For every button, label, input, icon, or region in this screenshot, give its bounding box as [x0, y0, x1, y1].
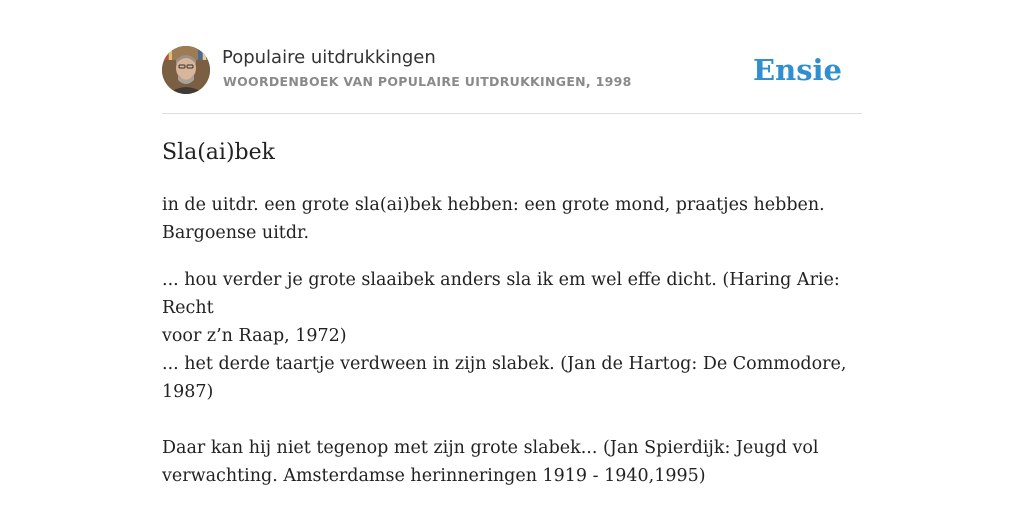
- quote-paragraph: [162, 266, 862, 350]
- quote-paragraph: [162, 350, 862, 406]
- quote-line: verwachting. Amsterdamse herinneringen 1919 - 1940,1995): [162, 466, 706, 486]
- definition-paragraph: [162, 191, 862, 247]
- definition-line: in de uitdr. een grote sla(ai)bek hebben: een grote mond, praatjes hebben.: [162, 195, 825, 215]
- quote-line: ... het derde taartje verdween in zijn slabek. (Jan de Hartog: De Commodore,: [162, 354, 847, 374]
- source-header: [162, 46, 862, 114]
- quote-line: 1987): [162, 382, 214, 402]
- brand-logo[interactable]: Ensie: [753, 53, 842, 87]
- definition-line: Bargoense uitdr.: [162, 223, 310, 243]
- entry-card: [162, 46, 862, 486]
- quote-line: ... hou verder je grote slaaibek anders sla ik em wel effe dicht. (Haring Arie: Recht: [162, 270, 840, 318]
- quote-line: Daar kan hij niet tegenop met zijn grote slabek... (Jan Spierdijk: Jeugd vol: [162, 438, 819, 458]
- entry-term: Sla(ai)bek: [162, 140, 275, 165]
- quote-paragraph: [162, 434, 862, 490]
- source-title[interactable]: Populaire uitdrukkingen: [222, 47, 436, 68]
- author-portrait-image: [162, 46, 210, 94]
- quote-line: voor z’n Raap, 1972): [162, 326, 347, 346]
- author-avatar: [162, 46, 210, 94]
- source-subtitle: WOORDENBOEK VAN POPULAIRE UITDRUKKINGEN, 1998: [223, 74, 632, 89]
